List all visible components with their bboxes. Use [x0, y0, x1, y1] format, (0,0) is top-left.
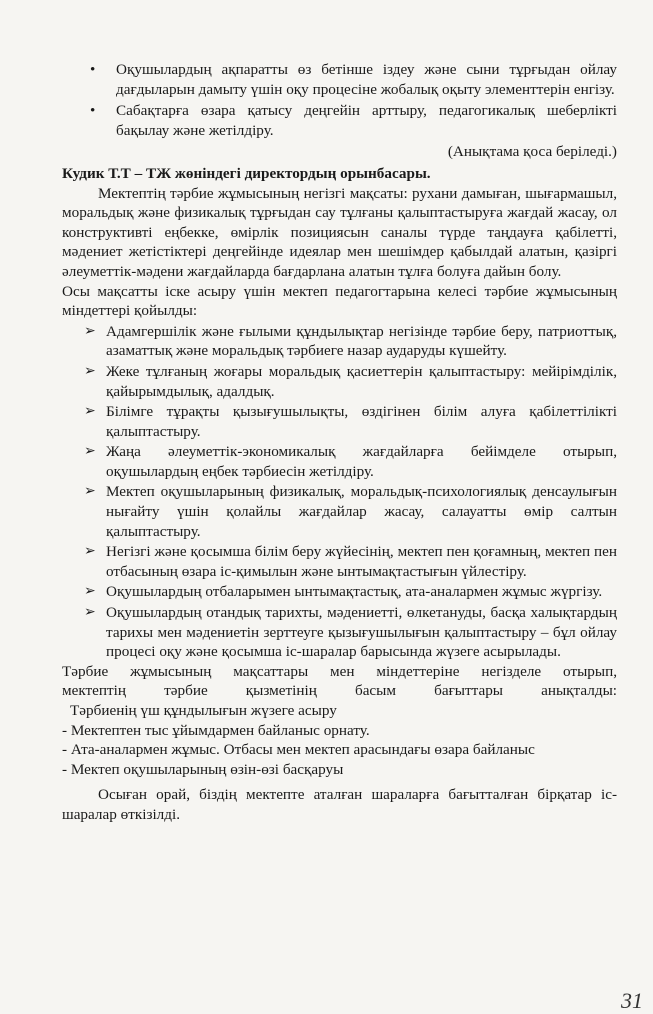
top-bullet-list	[62, 60, 617, 140]
task-text: Оқушылардың отбаларымен ынтымақтастық, ата-аналармен жұмыс жүргізу.	[106, 583, 603, 601]
arrow-marker: ➢	[84, 444, 96, 460]
list-item	[62, 362, 617, 401]
bullet-text: Оқушылардың ақпаратты өз бетінше іздеу және сыни тұрғыдан ойлау дағдыларын дамыту үшін оқу процесіне жобалық оқыту элементтерін енгізу.	[116, 61, 617, 98]
bullet-text: Сабақтарға өзара қатысу деңгейін арттыру, педагогикалық шеберлікті бақылау және жетілдіру.	[116, 102, 617, 139]
direction-item: - Мектептен тыс ұйымдармен байланыс орнату.	[62, 721, 370, 739]
direction-item: - Мектеп оқушыларының өзін-өзі басқаруы	[62, 760, 344, 778]
arrow-marker: ➢	[84, 584, 96, 600]
list-item	[62, 101, 617, 140]
list-item	[62, 442, 617, 481]
list-item	[62, 482, 617, 541]
list-item	[62, 582, 617, 602]
reference-note: (Анықтама қоса беріледі.)	[447, 143, 617, 161]
direction-item: - Ата-аналармен жұмыс. Отбасы мен мектеп арасындағы өзара байланыс	[62, 741, 535, 759]
list-item	[62, 60, 617, 99]
arrow-marker: ➢	[84, 323, 96, 339]
arrow-marker: ➢	[84, 484, 96, 500]
task-text: Білімге тұрақты қызығушылықты, өздігінен білім алуға қабілеттілікті қалыптастыру.	[106, 403, 617, 440]
arrow-marker: ➢	[84, 544, 96, 560]
arrow-marker: ➢	[84, 363, 96, 379]
task-text: Жеке тұлғаның жоғары моральдық қасиеттерін қалыптастыру: мейірімділік, қайырымдылық, адалдық.	[106, 362, 617, 400]
goal-paragraph: Мектептің тәрбие жұмысының негізгі мақсаты: рухани дамыған, шығармашыл, моральдық және физикалық тұрғыдан сау тұлғаны қалыптастыруға жағдай жасау, ол конструктивті еңбекке, өмірлік позициясын саналы түрде таңдауға қабілетті, мәдениет жетістіктері деңгейінде идеялар мен шешімдер қабылдай алатын, қазіргі әлеуметтік-мәдени жағдайларда бағдарлана алатын тұлға болуға дайын болу.	[62, 184, 617, 280]
arrow-marker: ➢	[84, 605, 96, 621]
list-item	[62, 322, 617, 361]
tasks-list	[62, 322, 617, 662]
task-text: Жаңа әлеуметтік-экономикалық жағдайларға бейімделе отырып, оқушылардың еңбек тәрбиесін жетілдіру.	[106, 443, 617, 480]
arrow-marker: ➢	[84, 404, 96, 420]
page-number: 31	[621, 988, 643, 1013]
task-text: Мектеп оқушыларының физикалық, моральдық-психологиялық денсаулығын нығайту үшін қолайлы жағдайлар жасау, салауатты өмір салтын қалыптастыру.	[106, 483, 617, 540]
list-item	[62, 542, 617, 581]
summary-line-2: мектептің тәрбие қызметінің басым бағыттары анықталды:	[62, 682, 617, 700]
list-item	[62, 402, 617, 441]
section-heading: Кудик Т.Т – ТЖ жөніндегі директордың орынбасары.	[62, 164, 431, 182]
task-text: Оқушылардың отандық тарихты, мәдениетті, өлкетануды, басқа халықтардың тарихы мен мәдениетін зерттеуге қызығушылығын қалыптастыру – бұл ойлау процесі оқу және қосымша іс-шаралар барысында жүзеге асырылады.	[106, 604, 617, 661]
closing-paragraph: Осыған орай, біздің мектепте аталған шараларға бағытталған бірқатар іс-шаралар өткізілді.	[62, 786, 617, 823]
direction-main: Тәрбиенің үш құндылығын жүзеге асыру	[70, 702, 337, 719]
list-item	[62, 603, 617, 662]
summary-line-1: Тәрбие жұмысының мақсаттары мен міндеттеріне негізделе отырып,	[62, 662, 617, 680]
document-body	[62, 60, 617, 825]
tasks-intro-paragraph: Осы мақсатты іске асыру үшін мектеп педагогтарына келесі тәрбие жұмысының міндеттері қойылды:	[62, 282, 617, 320]
bullet-marker: •	[90, 61, 96, 78]
task-text: Негізгі және қосымша білім беру жүйесінің, мектеп пен қоғамның, мектеп пен отбасының өзара іс-қимылын және ынтымақтастығын үйлестіру.	[106, 543, 617, 580]
bullet-marker: •	[90, 102, 96, 120]
task-text: Адамгершілік және ғылыми құндылықтар негізінде тәрбие беру, патриоттық, азаматтық және моральдық тәрбиеге назар аударуды күшейту.	[106, 322, 617, 360]
